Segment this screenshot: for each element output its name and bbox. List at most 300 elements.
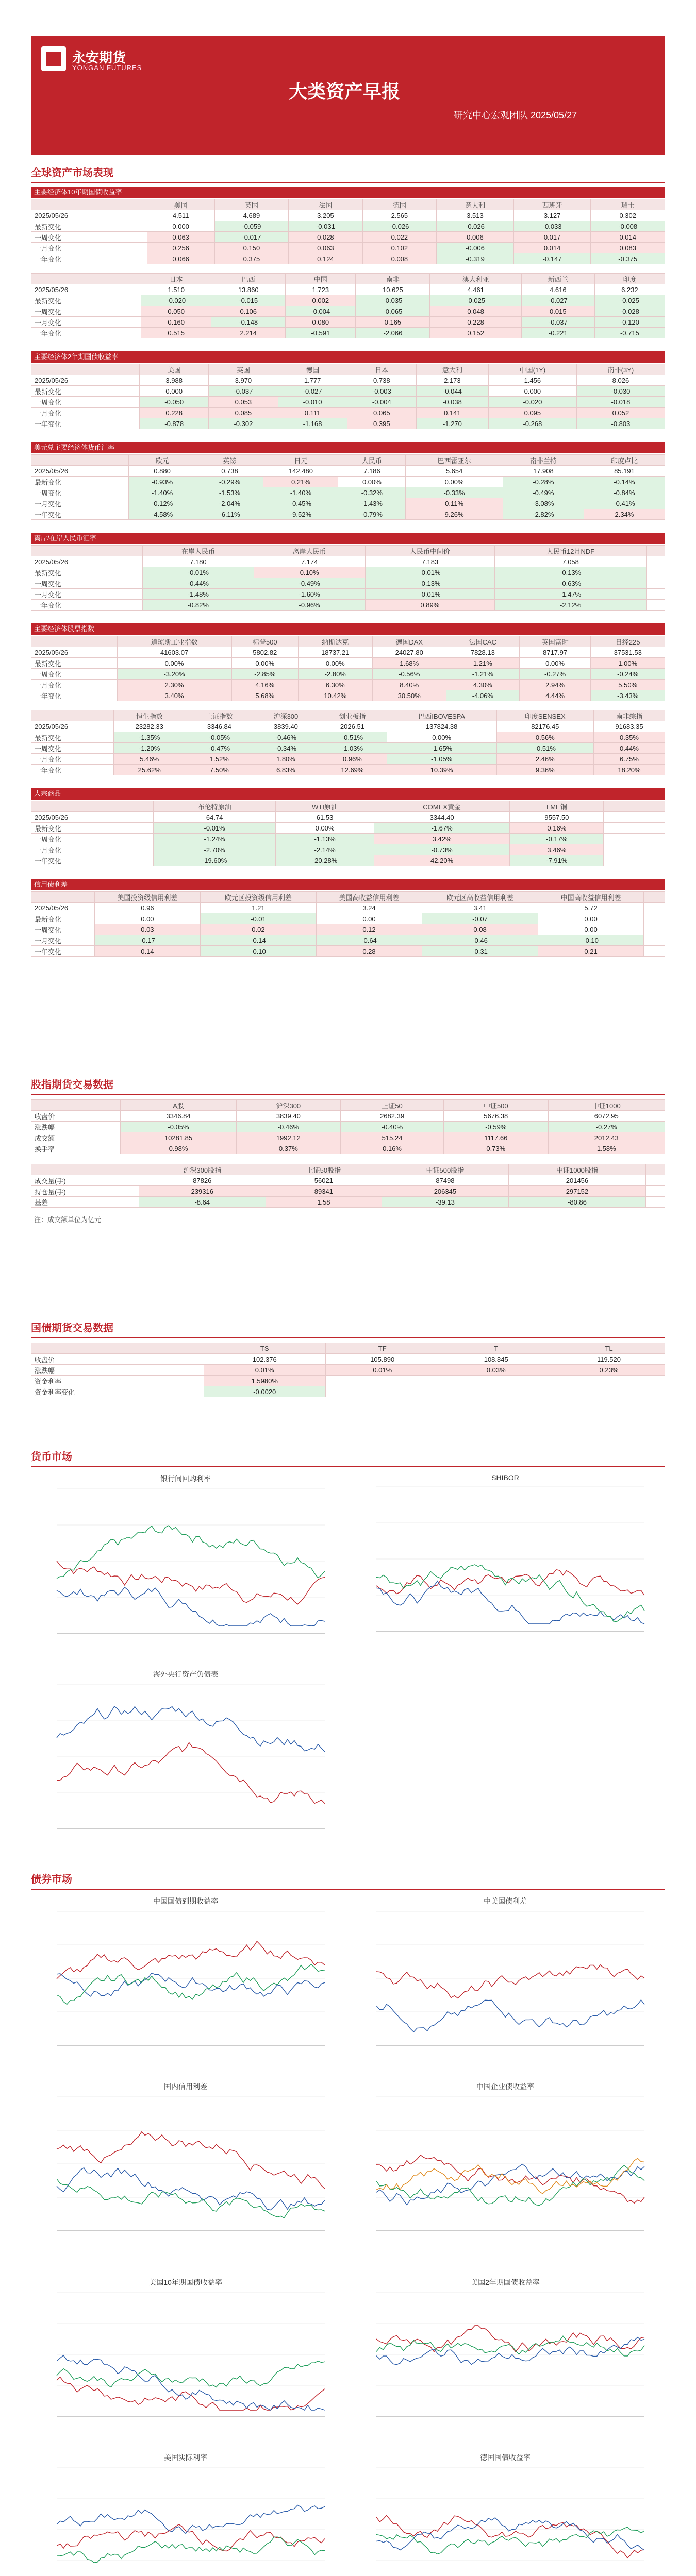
table-header-cell: 法国	[289, 199, 362, 210]
table-cell	[604, 844, 624, 855]
row-label: 最新变化	[31, 221, 147, 232]
table-row	[31, 210, 665, 221]
table-cell: 0.21	[538, 946, 644, 957]
table-cell: 0.080	[286, 317, 356, 328]
table-cell: 0.083	[591, 243, 665, 253]
row-label: 一月变化	[31, 844, 154, 855]
table-header-cell: 日经225	[591, 636, 665, 647]
table-cell: 82176.45	[496, 721, 593, 732]
table-row	[31, 1386, 665, 1397]
table-cell: 8.026	[576, 375, 665, 386]
table-cell: 0.03%	[439, 1365, 553, 1376]
table-cell: 1.00%	[591, 658, 665, 669]
chart-plot	[361, 1906, 650, 2059]
table-cell: 0.063	[147, 232, 214, 243]
table-cell: 10.42%	[299, 690, 372, 701]
table-row	[31, 1111, 665, 1122]
table-row	[31, 754, 665, 765]
table-cell: 2.94%	[519, 680, 591, 690]
table-row	[31, 1365, 665, 1376]
table-header-cell	[31, 1100, 121, 1111]
table-cell: 0.102	[362, 243, 436, 253]
table-header-cell: 道琼斯工业指数	[117, 636, 231, 647]
table-cell: -2.066	[356, 328, 430, 338]
series-line	[57, 2361, 325, 2387]
row-label: 一周变化	[31, 924, 95, 935]
table-cell: 0.23%	[553, 1365, 665, 1376]
table-cell: -0.31	[422, 946, 538, 957]
table-cell: 4.461	[430, 284, 521, 295]
table-row	[31, 232, 665, 243]
row-label: 2025/05/26	[31, 284, 141, 295]
table-header-cell	[31, 274, 141, 284]
chart-title: 国内信用利差	[164, 2082, 207, 2091]
table-cell: 7.180	[142, 556, 254, 567]
yield-10y-table-2	[31, 273, 665, 338]
table-cell	[624, 812, 644, 823]
series-line	[376, 1965, 644, 1998]
table-cell: -0.59%	[444, 1122, 548, 1132]
table-header-cell: 人民币12月NDF	[495, 546, 647, 556]
table-cell: 0.00%	[231, 658, 299, 669]
table-cell	[647, 567, 665, 578]
table-header-cell: 创业板指	[318, 710, 387, 721]
row-label: 一周变化	[31, 578, 143, 589]
table-cell: 0.002	[286, 295, 356, 306]
table-cell	[654, 935, 665, 946]
table-cell: 137824.38	[387, 721, 496, 732]
row-label: 一年变化	[31, 253, 147, 264]
row-label: 一年变化	[31, 600, 143, 611]
row-label: 2025/05/26	[31, 466, 129, 477]
table-header-cell: 美国投资级信用利差	[94, 892, 200, 903]
yield-10y-table	[31, 199, 665, 264]
table-cell: 3.42%	[374, 834, 509, 844]
table-row	[31, 1122, 665, 1132]
table-row	[31, 556, 665, 567]
table-header-cell: 巴西IBOVESPA	[387, 710, 496, 721]
table-cell	[654, 903, 665, 913]
chart-title: 中美国债利差	[484, 1897, 527, 1905]
table-cell: 0.228	[430, 317, 521, 328]
table-cell: 2.34%	[584, 509, 665, 520]
table-cell: -0.006	[437, 243, 514, 253]
table-cell: 0.124	[289, 253, 362, 264]
table-header-cell: WTI原油	[276, 801, 374, 812]
row-label: 2025/05/26	[31, 812, 154, 823]
chart-plot	[41, 2092, 330, 2244]
table-row	[31, 1175, 665, 1186]
table-cell: 7.058	[495, 556, 647, 567]
table-cell: 0.00	[317, 913, 422, 924]
table-cell: -0.10	[538, 935, 644, 946]
table-cell: -0.14	[200, 935, 316, 946]
table-header-cell: 印度SENSEX	[496, 710, 593, 721]
table-cell: 1.21%	[446, 658, 519, 669]
series-line	[376, 2164, 644, 2205]
table-cell: 0.160	[141, 317, 211, 328]
table-cell: 0.03	[94, 924, 200, 935]
table-cell: 3.46%	[510, 844, 604, 855]
table-cell: 0.00	[538, 913, 644, 924]
table-cell: -0.33%	[406, 487, 503, 498]
table-cell	[647, 600, 665, 611]
table-cell	[604, 834, 624, 844]
table-cell: -0.14%	[584, 477, 665, 487]
table-header-cell: 英国	[209, 364, 278, 375]
table-cell: -1.60%	[254, 589, 365, 600]
series-line	[57, 2132, 325, 2189]
table-header-cell: 恒生指数	[114, 710, 185, 721]
table-cell: 6.83%	[254, 765, 318, 775]
series-line	[376, 1565, 644, 1622]
table-cell	[643, 935, 654, 946]
cny-fx-table	[31, 545, 665, 611]
table-header-cell: 南非	[356, 274, 430, 284]
stock-futures-note: 注：成交额单位为亿元	[34, 1216, 102, 1224]
table-cell	[624, 823, 644, 834]
series-line	[57, 2355, 325, 2410]
table-row	[31, 589, 665, 600]
table-cell: -0.120	[594, 317, 665, 328]
table-row	[31, 658, 665, 669]
yield-2y-table	[31, 364, 665, 429]
row-label: 一月变化	[31, 408, 140, 418]
row-label: 2025/05/26	[31, 647, 118, 658]
table-header-cell	[31, 1164, 139, 1175]
table-header-cell: 中国	[286, 274, 356, 284]
row-label: 一月变化	[31, 680, 118, 690]
table-cell: 3346.84	[185, 721, 254, 732]
table-cell: -3.43%	[591, 690, 665, 701]
table-cell: 5.72	[538, 903, 644, 913]
table-cell: 0.228	[140, 408, 209, 418]
chart-money-1	[41, 1473, 330, 1649]
usd-fx-bar: 美元兑主要经济体货币汇率	[31, 442, 665, 453]
table-cell: -1.53%	[196, 487, 263, 498]
table-header-cell: 澳大利亚	[430, 274, 521, 284]
table-cell: 0.08	[422, 924, 538, 935]
table-row	[31, 690, 665, 701]
table-cell: -8.64	[139, 1197, 266, 1208]
row-label: 成交额	[31, 1132, 121, 1143]
series-line	[376, 1570, 644, 1595]
table-cell: -0.027	[278, 386, 347, 397]
table-row	[31, 1354, 665, 1365]
table-cell: 10281.85	[121, 1132, 236, 1143]
table-header-cell: 瑞士	[591, 199, 665, 210]
table-cell	[624, 855, 644, 866]
chart-title: 中国企业债收益率	[476, 2082, 534, 2091]
table-row	[31, 243, 665, 253]
table-cell: 0.095	[488, 408, 576, 418]
row-label: 2025/05/26	[31, 721, 114, 732]
table-cell: -19.60%	[154, 855, 276, 866]
table-cell: -0.13%	[365, 578, 495, 589]
table-cell: -0.037	[521, 317, 594, 328]
table-cell: 0.96%	[318, 754, 387, 765]
table-row	[31, 680, 665, 690]
table-cell: -2.04%	[196, 498, 263, 509]
table-header-cell: 沪深300股指	[139, 1164, 266, 1175]
table-cell: -1.270	[416, 418, 488, 429]
chart-title: 美国实际利率	[164, 2453, 207, 2462]
credit-spread-table	[31, 891, 665, 957]
table-cell: -0.07	[422, 913, 538, 924]
table-cell: 1.21	[200, 903, 316, 913]
series-line	[376, 2337, 644, 2365]
table-cell: 2026.51	[318, 721, 387, 732]
table-cell: 0.00	[538, 924, 644, 935]
table-cell: -0.64	[317, 935, 422, 946]
table-cell	[325, 1376, 439, 1386]
table-cell: -1.48%	[142, 589, 254, 600]
table-cell: 4.16%	[231, 680, 299, 690]
table-row	[31, 855, 665, 866]
row-label: 一年变化	[31, 946, 95, 957]
table-cell: 3.40%	[117, 690, 231, 701]
chart-plot	[361, 2287, 650, 2430]
table-cell: 23282.33	[114, 721, 185, 732]
cny-fx-bar: 离岸/在岸人民币汇率	[31, 533, 665, 544]
table-cell: 30.50%	[372, 690, 446, 701]
table-cell: -0.017	[214, 232, 288, 243]
table-cell: 0.066	[147, 253, 214, 264]
table-cell: -0.24%	[591, 669, 665, 680]
table-header-cell: 离岸人民币	[254, 546, 365, 556]
table-cell: -2.82%	[503, 509, 584, 520]
table-cell	[654, 913, 665, 924]
table-row	[31, 328, 665, 338]
table-cell: 5.654	[406, 466, 503, 477]
table-header-cell: 意大利	[437, 199, 514, 210]
section-bond-market: 债券市场	[31, 1870, 665, 1890]
table-header-cell: TS	[204, 1343, 325, 1354]
table-cell: 3.970	[209, 375, 278, 386]
table-header-cell	[646, 1164, 665, 1175]
stock-index-futures-table	[31, 1164, 665, 1208]
table-cell: 0.028	[289, 232, 362, 243]
table-cell: -1.05%	[387, 754, 496, 765]
table-cell: 87498	[382, 1175, 509, 1186]
table-cell: -80.86	[508, 1197, 645, 1208]
table-row	[31, 834, 665, 844]
table-cell: -0.34%	[254, 743, 318, 754]
row-label: 一年变化	[31, 328, 141, 338]
table-cell	[439, 1386, 553, 1397]
table-cell: 108.845	[439, 1354, 553, 1365]
table-row	[31, 397, 665, 408]
table-cell: 4.30%	[446, 680, 519, 690]
series-line	[57, 1743, 325, 1804]
table-cell: 6.75%	[593, 754, 665, 765]
stock-index-bar: 主要经济体股票指数	[31, 623, 665, 635]
table-cell: 0.106	[211, 306, 286, 317]
table-cell: -1.168	[278, 418, 347, 429]
row-label: 一年变化	[31, 855, 154, 866]
table-cell: -0.035	[356, 295, 430, 306]
table-cell: 0.10%	[254, 567, 365, 578]
row-label: 资金利率变化	[31, 1386, 204, 1397]
table-header-cell: 西班牙	[513, 199, 591, 210]
chart-plot	[361, 2463, 650, 2576]
table-row	[31, 844, 665, 855]
table-cell: -0.038	[416, 397, 488, 408]
table-cell: -0.591	[286, 328, 356, 338]
table-cell: 5802.82	[231, 647, 299, 658]
row-label: 2025/05/26	[31, 375, 140, 386]
table-cell: 0.01%	[204, 1365, 325, 1376]
table-cell: -0.29%	[196, 477, 263, 487]
table-cell: -0.93%	[128, 477, 196, 487]
table-header-cell: 英国富时	[519, 636, 591, 647]
table-cell: 1117.66	[444, 1132, 548, 1143]
table-cell: 0.56%	[496, 732, 593, 743]
table-cell: 1.723	[286, 284, 356, 295]
row-label: 最新变化	[31, 295, 141, 306]
chart-bond-4	[361, 2081, 650, 2246]
table-cell: 4.44%	[519, 690, 591, 701]
table-cell: -0.01%	[365, 589, 495, 600]
table-cell: -0.49%	[503, 487, 584, 498]
page-subtitle: 研究中心宏观团队 2025/05/27	[454, 110, 577, 121]
table-cell: -0.004	[347, 397, 416, 408]
table-cell: -1.21%	[446, 669, 519, 680]
table-cell: -0.319	[437, 253, 514, 264]
series-line	[57, 2505, 325, 2534]
table-cell: 0.89%	[365, 600, 495, 611]
table-row	[31, 306, 665, 317]
table-cell	[647, 556, 665, 567]
table-cell: 0.165	[356, 317, 430, 328]
table-cell: 1.510	[141, 284, 211, 295]
table-row	[31, 903, 665, 913]
table-cell: 0.000	[140, 386, 209, 397]
table-row	[31, 1197, 665, 1208]
section-money-market: 货币市场	[31, 1448, 665, 1467]
table-cell: 0.052	[576, 408, 665, 418]
table-cell: 0.02	[200, 924, 316, 935]
table-row	[31, 765, 665, 775]
table-header-cell: 在岸人民币	[142, 546, 254, 556]
table-cell: -1.67%	[374, 823, 509, 834]
table-header-cell	[31, 199, 147, 210]
row-label: 最新变化	[31, 732, 114, 743]
series-line	[376, 2165, 644, 2205]
table-row	[31, 946, 665, 957]
table-cell: -0.44%	[142, 578, 254, 589]
chart-bond-2	[361, 1896, 650, 2061]
page-title: 大类资产早报	[289, 81, 401, 102]
table-cell: 64.74	[154, 812, 276, 823]
row-label: 一周变化	[31, 669, 118, 680]
table-cell: -0.17%	[510, 834, 604, 844]
table-row	[31, 812, 665, 823]
table-cell: 3.127	[513, 210, 591, 221]
table-header-cell: 意大利	[416, 364, 488, 375]
table-cell: 37531.53	[591, 647, 665, 658]
table-header-cell: 布伦特原油	[154, 801, 276, 812]
table-cell: 0.302	[591, 210, 665, 221]
table-cell: 0.28	[317, 946, 422, 957]
table-cell: 1.58	[266, 1197, 382, 1208]
table-cell: -0.065	[356, 306, 430, 317]
row-label: 涨跌幅	[31, 1365, 204, 1376]
table-cell: -0.878	[140, 418, 209, 429]
series-line	[376, 2515, 644, 2558]
stock-index-spot-table	[31, 1099, 665, 1154]
table-cell: 3.205	[289, 210, 362, 221]
table-cell: 5.50%	[591, 680, 665, 690]
table-cell: 61.53	[276, 812, 374, 823]
chart-title: 海外央行资产负债表	[153, 1670, 218, 1679]
table-cell: 2.173	[416, 375, 488, 386]
table-cell: -1.65%	[387, 743, 496, 754]
table-row	[31, 669, 665, 680]
row-label: 一周变化	[31, 834, 154, 844]
table-row	[31, 823, 665, 834]
table-cell: -20.28%	[276, 855, 374, 866]
table-cell: 0.00%	[519, 658, 591, 669]
table-cell: -0.13%	[495, 567, 647, 578]
table-cell: 0.00%	[276, 823, 374, 834]
table-cell	[654, 946, 665, 957]
bond-futures-table	[31, 1343, 665, 1397]
chart-plot	[41, 2463, 330, 2576]
series-line	[57, 2168, 325, 2210]
table-header-cell: 美国高收益信用利差	[317, 892, 422, 903]
table-header-cell	[31, 1343, 204, 1354]
table-cell: -7.91%	[510, 855, 604, 866]
table-row	[31, 721, 665, 732]
table-cell: -0.84%	[584, 487, 665, 498]
table-row	[31, 732, 665, 743]
table-cell: -0.020	[488, 397, 576, 408]
row-label: 最新变化	[31, 477, 129, 487]
row-label: 2025/05/26	[31, 210, 147, 221]
table-cell: -3.20%	[117, 669, 231, 680]
table-cell: 0.00%	[299, 658, 372, 669]
series-line	[376, 2527, 644, 2554]
chart-title: 美国2年期国债收益率	[471, 2278, 540, 2286]
table-header-cell: 上证50股指	[266, 1164, 382, 1175]
table-header-cell: 日本	[347, 364, 416, 375]
table-cell: -0.010	[278, 397, 347, 408]
table-cell: 3839.40	[254, 721, 318, 732]
table-cell: 0.256	[147, 243, 214, 253]
table-cell: 18.20%	[593, 765, 665, 775]
table-header-cell	[31, 801, 154, 812]
table-cell: 239316	[139, 1186, 266, 1197]
table-cell	[644, 812, 665, 823]
table-cell: 0.73%	[444, 1143, 548, 1154]
table-cell: 3.513	[437, 210, 514, 221]
table-cell: -0.63%	[495, 578, 647, 589]
table-cell: 0.14	[94, 946, 200, 957]
table-cell: 2.30%	[117, 680, 231, 690]
table-cell: -0.05%	[185, 732, 254, 743]
table-cell: 18737.21	[299, 647, 372, 658]
table-cell: 5.68%	[231, 690, 299, 701]
table-header-cell: 印度	[594, 274, 665, 284]
table-cell: 0.015	[521, 306, 594, 317]
table-row	[31, 221, 665, 232]
row-label: 一周变化	[31, 397, 140, 408]
row-label: 涨跌幅	[31, 1122, 121, 1132]
table-header-cell: 沪深300	[254, 710, 318, 721]
table-cell: 0.37%	[236, 1143, 340, 1154]
row-label: 最新变化	[31, 913, 95, 924]
